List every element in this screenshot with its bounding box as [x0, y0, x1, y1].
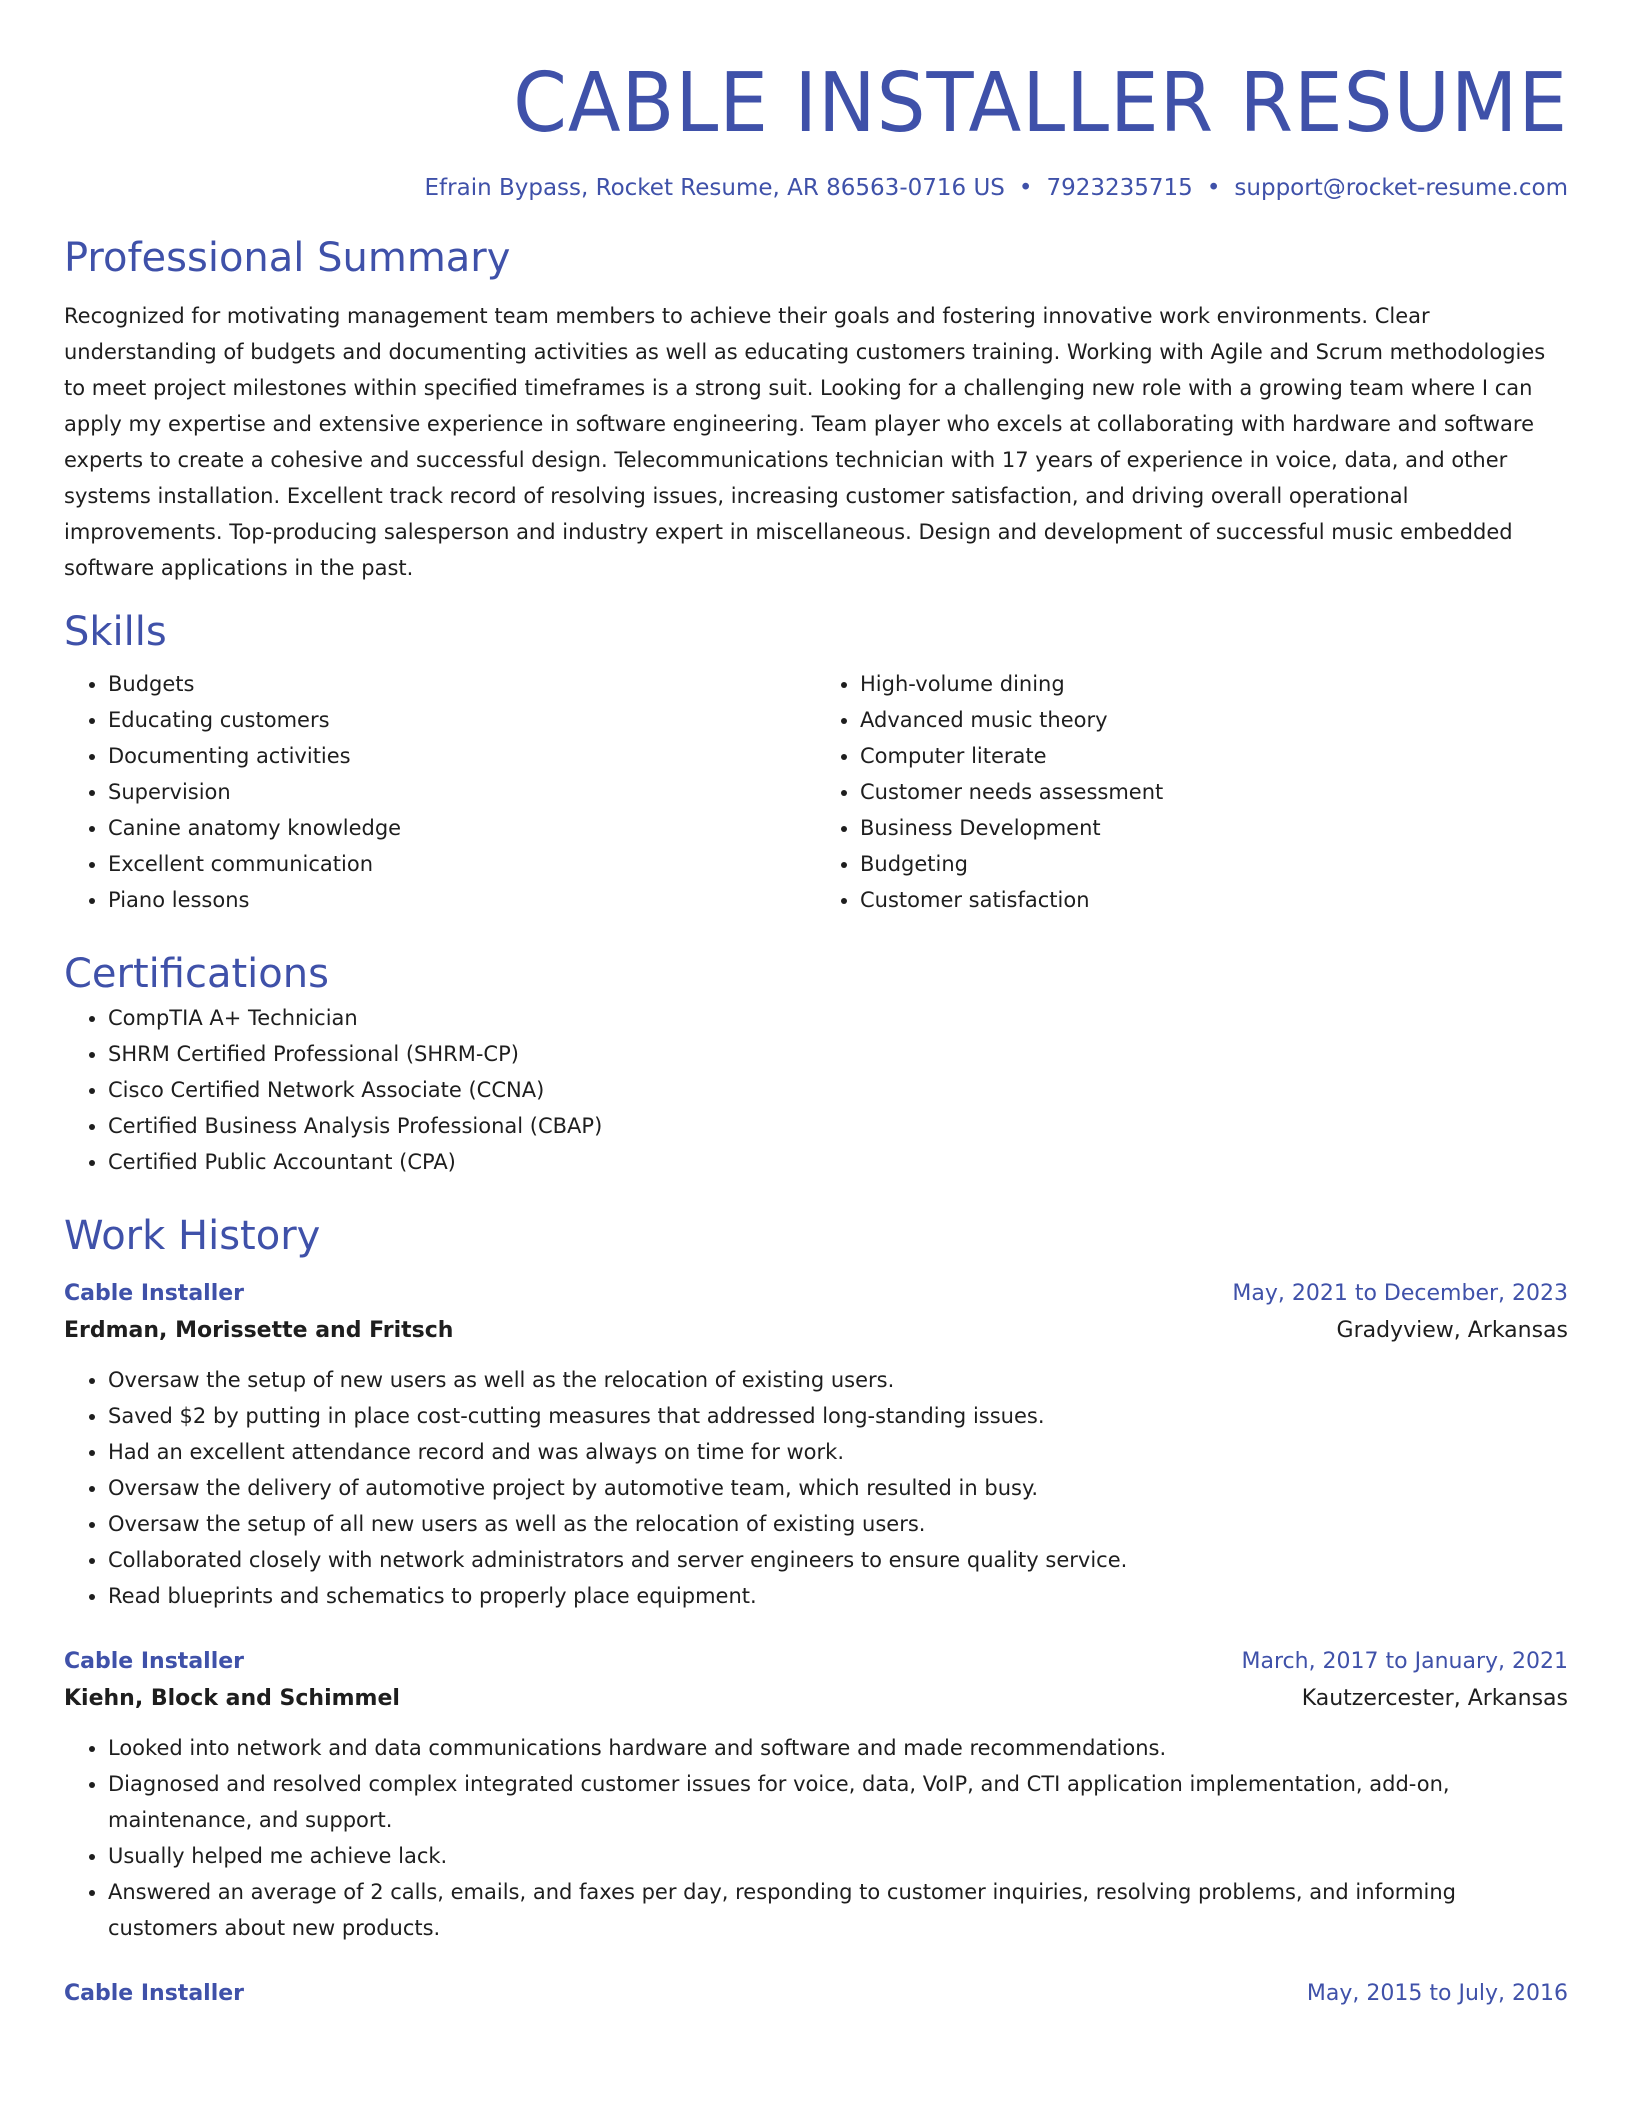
job-title-row — [64, 1644, 1568, 1680]
contact-phone[interactable]: 7923235715 — [1046, 175, 1193, 201]
skill-item: • Documenting activities — [108, 738, 816, 774]
summary-heading: Professional Summary — [64, 235, 511, 281]
job-title: Cable Installer — [64, 1281, 245, 1306]
skills-list — [64, 666, 1568, 918]
job-company: Erdman, Morissette and Fritsch — [64, 1318, 454, 1343]
skills-column-right — [816, 666, 1568, 918]
job-duty-item: • Usually helped me achieve lack. — [108, 1838, 1568, 1874]
job-entry — [64, 1644, 1568, 1946]
skill-item: • Customer satisfaction — [860, 882, 1568, 918]
skill-item: • Customer needs assessment — [860, 774, 1568, 810]
job-duties-list — [64, 1730, 1568, 1946]
job-company-row — [64, 1680, 1568, 1718]
skill-item: • Business Development — [860, 810, 1568, 846]
certifications-list — [64, 1000, 1568, 1180]
summary-text: Recognized for motivating management team members to achieve their goals and fostering innovative work environments. Clear understanding of budgets and documenting activities as well as educating customers training. Working with Agile and Scrum methodologies to meet project milestones within specified timeframes is a strong suit. Looking for a challenging new role with a growing team where I can apply my expertise and extensive experience in software engineering. Team player who excels at collaborating with hardware and software experts to create a cohesive and successful design. Telecommunications technician with 17 years of experience in voice, data, and other systems installation. Excellent track record of resolving issues, increasing customer satisfaction, and driving overall operational improvements. Top-producing salesperson and industry expert in miscellaneous. Design and development of successful music embedded software applications in the past. — [64, 304, 1546, 580]
skill-item: • Advanced music theory — [860, 702, 1568, 738]
job-duty-item: • Read blueprints and schematics to properly place equipment. — [108, 1578, 1568, 1614]
job-duty-item: • Saved $2 by putting in place cost-cutting measures that addressed long-standing issues. — [108, 1398, 1568, 1434]
job-title-row — [64, 1276, 1568, 1312]
job-duties-list — [64, 1362, 1568, 1614]
job-duty-item: • Oversaw the delivery of automotive project by automotive team, which resulted in busy. — [108, 1470, 1568, 1506]
job-duty-item: • Had an excellent attendance record and was always on time for work. — [108, 1434, 1568, 1470]
job-dates: May, 2015 to July, 2016 — [1306, 1981, 1568, 2006]
job-duty-item: • Answered an average of 2 calls, emails, and faxes per day, responding to customer inquiries, resolving problems, and informing customers about new products. — [108, 1874, 1568, 1946]
job-title-row — [64, 1976, 1568, 2012]
skill-item: • Canine anatomy knowledge — [108, 810, 816, 846]
job-company-row — [64, 1312, 1568, 1350]
certification-item: • SHRM Certified Professional (SHRM-CP) — [108, 1036, 1568, 1072]
skill-item: • Budgeting — [860, 846, 1568, 882]
work-history-heading: Work History — [64, 1213, 321, 1259]
job-location: Kautzercester, Arkansas — [1301, 1686, 1568, 1711]
job-entry — [64, 1276, 1568, 1614]
job-title: Cable Installer — [64, 1649, 245, 1674]
job-duty-item: • Collaborated closely with network administrators and server engineers to ensure quality service. — [108, 1542, 1568, 1578]
job-duty-item: • Looked into network and data communications hardware and software and made recommendations. — [108, 1730, 1568, 1766]
job-duty-item: • Oversaw the setup of new users as well as the relocation of existing users. — [108, 1362, 1568, 1398]
skill-item: • Excellent communication — [108, 846, 816, 882]
resume-title: CABLE INSTALLER RESUME — [513, 56, 1568, 151]
certifications-heading: Certifications — [64, 951, 329, 997]
certification-item: • Cisco Certified Network Associate (CCNA) — [108, 1072, 1568, 1108]
job-duty-item: • Oversaw the setup of all new users as well as the relocation of existing users. — [108, 1506, 1568, 1542]
job-dates: May, 2021 to December, 2023 — [1232, 1281, 1568, 1306]
certification-item: • CompTIA A+ Technician — [108, 1000, 1568, 1036]
job-dates: March, 2017 to January, 2021 — [1241, 1649, 1568, 1674]
certification-item: • Certified Business Analysis Professional (CBAP) — [108, 1108, 1568, 1144]
skill-item: • Supervision — [108, 774, 816, 810]
job-location: Gradyview, Arkansas — [1336, 1318, 1568, 1343]
job-entry — [64, 1976, 1568, 2012]
contact-separator: • — [1018, 175, 1033, 201]
contact-line — [64, 172, 1568, 204]
work-history-list — [64, 1276, 1568, 2012]
skill-item: • Piano lessons — [108, 882, 816, 918]
skill-item: • Educating customers — [108, 702, 816, 738]
skills-column-left — [64, 666, 816, 918]
skills-heading: Skills — [64, 609, 167, 655]
job-title: Cable Installer — [64, 1981, 245, 2006]
certification-item: • Certified Public Accountant (CPA) — [108, 1144, 1568, 1180]
skill-item: • Computer literate — [860, 738, 1568, 774]
job-company: Kiehn, Block and Schimmel — [64, 1686, 400, 1711]
contact-address: Efrain Bypass, Rocket Resume, AR 86563-0716 US — [424, 175, 1005, 201]
skill-item: • Budgets — [108, 666, 816, 702]
contact-separator: • — [1206, 175, 1221, 201]
skill-item: • High-volume dining — [860, 666, 1568, 702]
job-duty-item: • Diagnosed and resolved complex integrated customer issues for voice, data, VoIP, and CTI application implementation, add-on, maintenance, and support. — [108, 1766, 1568, 1838]
contact-email[interactable]: support@rocket-resume.com — [1234, 175, 1568, 201]
